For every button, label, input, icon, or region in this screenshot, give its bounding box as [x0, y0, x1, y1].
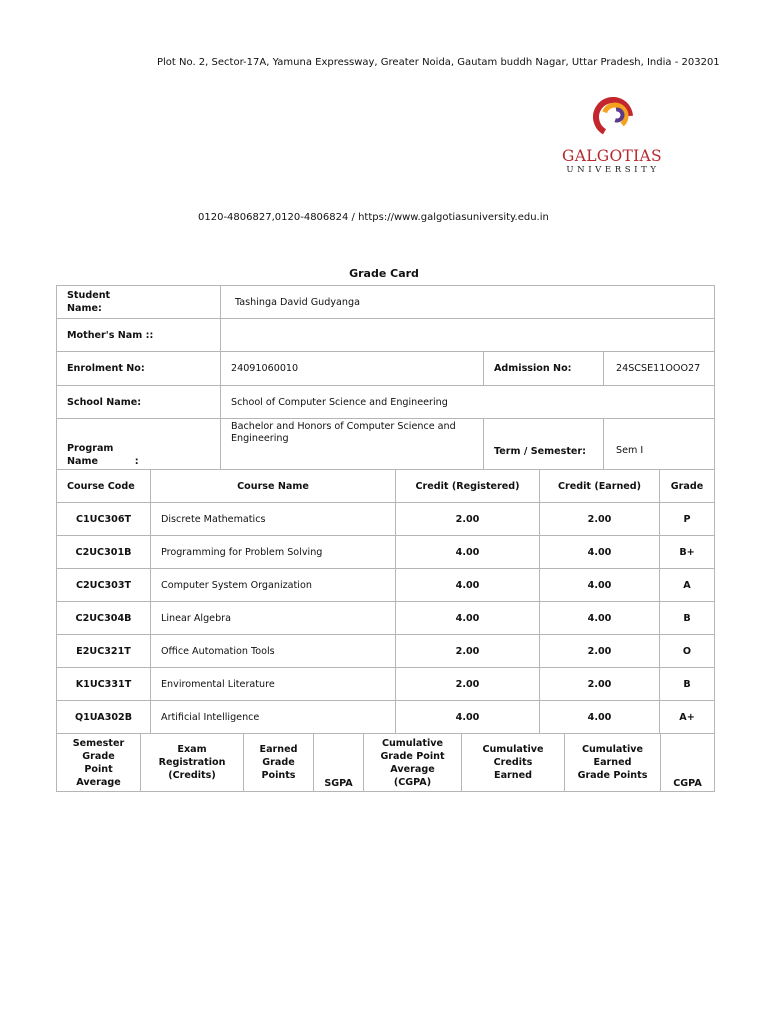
student-name-row [57, 286, 715, 319]
university-address: Plot No. 2, Sector-17A, Yamuna Expressway, Greater Noida, Gautam buddh Nagar, Uttar Pradesh, India - 203201 [157, 57, 720, 68]
credit-earned: 4.00 [540, 602, 660, 635]
header-course-name: Course Name [151, 470, 396, 503]
page-title: Grade Card [349, 267, 419, 280]
school-label: School Name: [57, 386, 221, 419]
grades-table [56, 469, 715, 734]
mother-name-row [57, 319, 715, 352]
course-row [57, 668, 715, 701]
course-grade: P [660, 503, 715, 536]
credit-earned: 2.00 [540, 503, 660, 536]
school-value: School of Computer Science and Engineering [221, 386, 715, 419]
mother-name-label: Mother's Nam :: [57, 319, 221, 352]
admission-label: Admission No: [484, 352, 604, 386]
course-code: C2UC301B [57, 536, 151, 569]
course-name: Programming for Problem Solving [151, 536, 396, 569]
header-cgpa: CGPA [661, 734, 715, 792]
credit-earned: 2.00 [540, 635, 660, 668]
program-value: Bachelor and Honors of Computer Science and Engineering [221, 419, 484, 470]
school-row [57, 386, 715, 419]
header-cumulative-credits: Cumulative Credits Earned [462, 734, 565, 792]
student-name-label: Student Name: [57, 286, 221, 319]
contact-line: 0120-4806827,0120-4806824 / https://www.galgotiasuniversity.edu.in [198, 212, 549, 223]
course-name: Discrete Mathematics [151, 503, 396, 536]
student-name-value: Tashinga David Gudyanga [221, 286, 715, 319]
course-row [57, 569, 715, 602]
course-grade: A+ [660, 701, 715, 734]
course-code: Q1UA302B [57, 701, 151, 734]
logo-subtitle: UNIVERSITY [566, 165, 660, 175]
header-earned-grade-points: Earned Grade Points [244, 734, 314, 792]
course-code: C1UC306T [57, 503, 151, 536]
summary-table [56, 733, 715, 792]
credit-registered: 4.00 [396, 569, 540, 602]
summary-header-row [57, 734, 715, 792]
credit-registered: 2.00 [396, 635, 540, 668]
header-sgpa: SGPA [314, 734, 364, 792]
credit-earned: 4.00 [540, 569, 660, 602]
program-row [57, 419, 715, 470]
logo-swirl-icon [556, 97, 668, 147]
admission-value: 24SCSE11OOO27 [604, 352, 715, 386]
course-code: C2UC304B [57, 602, 151, 635]
course-grade: B [660, 602, 715, 635]
header-semester-gpa: Semester Grade Point Average [57, 734, 141, 792]
course-code: C2UC303T [57, 569, 151, 602]
term-label: Term / Semester: [484, 419, 604, 470]
enrolment-label: Enrolment No: [57, 352, 221, 386]
credit-registered: 4.00 [396, 701, 540, 734]
course-row [57, 602, 715, 635]
course-name: Linear Algebra [151, 602, 396, 635]
course-grade: A [660, 569, 715, 602]
mother-name-value [221, 319, 715, 352]
course-name: Office Automation Tools [151, 635, 396, 668]
credit-registered: 4.00 [396, 602, 540, 635]
header-credit-registered: Credit (Registered) [396, 470, 540, 503]
header-credit-earned: Credit (Earned) [540, 470, 660, 503]
course-code: E2UC321T [57, 635, 151, 668]
enrolment-row [57, 352, 715, 386]
course-name: Enviromental Literature [151, 668, 396, 701]
header-exam-registration: Exam Registration (Credits) [141, 734, 244, 792]
course-row [57, 701, 715, 734]
credit-registered: 2.00 [396, 668, 540, 701]
university-logo [556, 97, 668, 179]
term-value: Sem I [604, 419, 715, 470]
course-name: Artificial Intelligence [151, 701, 396, 734]
credit-earned: 4.00 [540, 701, 660, 734]
course-grade: B [660, 668, 715, 701]
credit-registered: 4.00 [396, 536, 540, 569]
program-label: Program Name : [57, 419, 221, 470]
credit-registered: 2.00 [396, 503, 540, 536]
credit-earned: 2.00 [540, 668, 660, 701]
course-row [57, 536, 715, 569]
course-code: K1UC331T [57, 668, 151, 701]
course-row [57, 503, 715, 536]
course-grade: B+ [660, 536, 715, 569]
logo-wordmark: GALGOTIAS [562, 147, 662, 165]
course-grade: O [660, 635, 715, 668]
credit-earned: 4.00 [540, 536, 660, 569]
grades-header-row [57, 470, 715, 503]
header-cumulative-grade-points: Cumulative Earned Grade Points [565, 734, 661, 792]
enrolment-value: 24091060010 [221, 352, 484, 386]
header-course-code: Course Code [57, 470, 151, 503]
header-cumulative-gpa: Cumulative Grade Point Average (CGPA) [364, 734, 462, 792]
course-row [57, 635, 715, 668]
header-grade: Grade [660, 470, 715, 503]
student-info-table [56, 285, 715, 470]
course-name: Computer System Organization [151, 569, 396, 602]
